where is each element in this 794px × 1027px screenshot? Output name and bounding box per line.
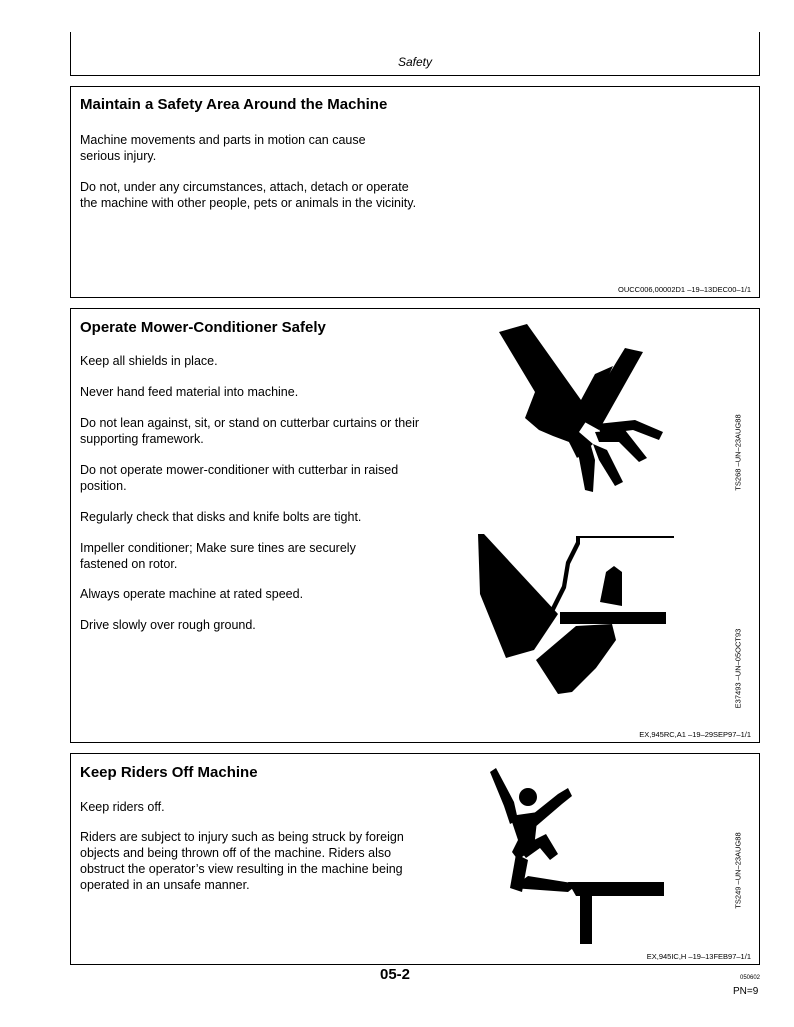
print-code: 050602 — [740, 975, 761, 981]
page-header — [70, 32, 760, 76]
paragraph: Do not operate mower-conditioner with cutterbar in raised position. — [80, 463, 399, 493]
paragraph: Always operate machine at rated speed. — [80, 587, 304, 601]
paragraph: Do not, under any circumstances, attach, detach or operate the machine with other people, pets or animals in the vicinity. — [80, 180, 417, 210]
paragraph: Do not lean against, sit, or stand on cutterbar curtains or their supporting framework. — [80, 416, 420, 446]
paragraph: Regularly check that disks and knife bolts are tight. — [80, 510, 362, 524]
paragraph: Never hand feed material into machine. — [80, 385, 299, 399]
section-title: Keep Riders Off Machine — [80, 764, 258, 781]
page-pn: PN=9 — [733, 986, 759, 997]
paragraph: Impeller conditioner; Make sure tines are securely fastened on rotor. — [80, 541, 356, 571]
rider-falling-icon — [488, 764, 668, 944]
section-label: Safety — [397, 55, 433, 69]
paragraph: Riders are subject to injury such as being struck by foreign objects and being thrown off of the machine. Riders also obstruct the operator’s view resulting in the machine being operated in an unsafe manner. — [80, 830, 404, 892]
reference-code: OUCC006,00002D1 –19–13DEC00–1/1 — [617, 285, 751, 294]
image-code: TS268 –UN–23AUG88 — [733, 414, 743, 491]
paragraph: Keep riders off. — [80, 800, 165, 814]
paragraph: Drive slowly over rough ground. — [80, 618, 256, 632]
reference-code: EX,945IC,H –19–13FEB97–1/1 — [646, 952, 751, 961]
image-code: E37493 –UN–05OCT93 — [733, 628, 743, 709]
section-safety-area — [70, 86, 760, 298]
section-title: Operate Mower-Conditioner Safely — [80, 319, 326, 336]
image-code: TS249 –UN–23AUG88 — [733, 832, 743, 909]
hand-hazard-icon — [495, 322, 670, 494]
section-title: Maintain a Safety Area Around the Machine — [80, 96, 388, 113]
page-number: 05-2 — [380, 966, 411, 983]
reference-code: EX,945RC,A1 –19–29SEP97–1/1 — [639, 730, 751, 739]
foot-hazard-icon — [476, 532, 676, 700]
paragraph: Machine movements and parts in motion can cause serious injury. — [80, 133, 366, 163]
paragraph: Keep all shields in place. — [80, 354, 218, 368]
